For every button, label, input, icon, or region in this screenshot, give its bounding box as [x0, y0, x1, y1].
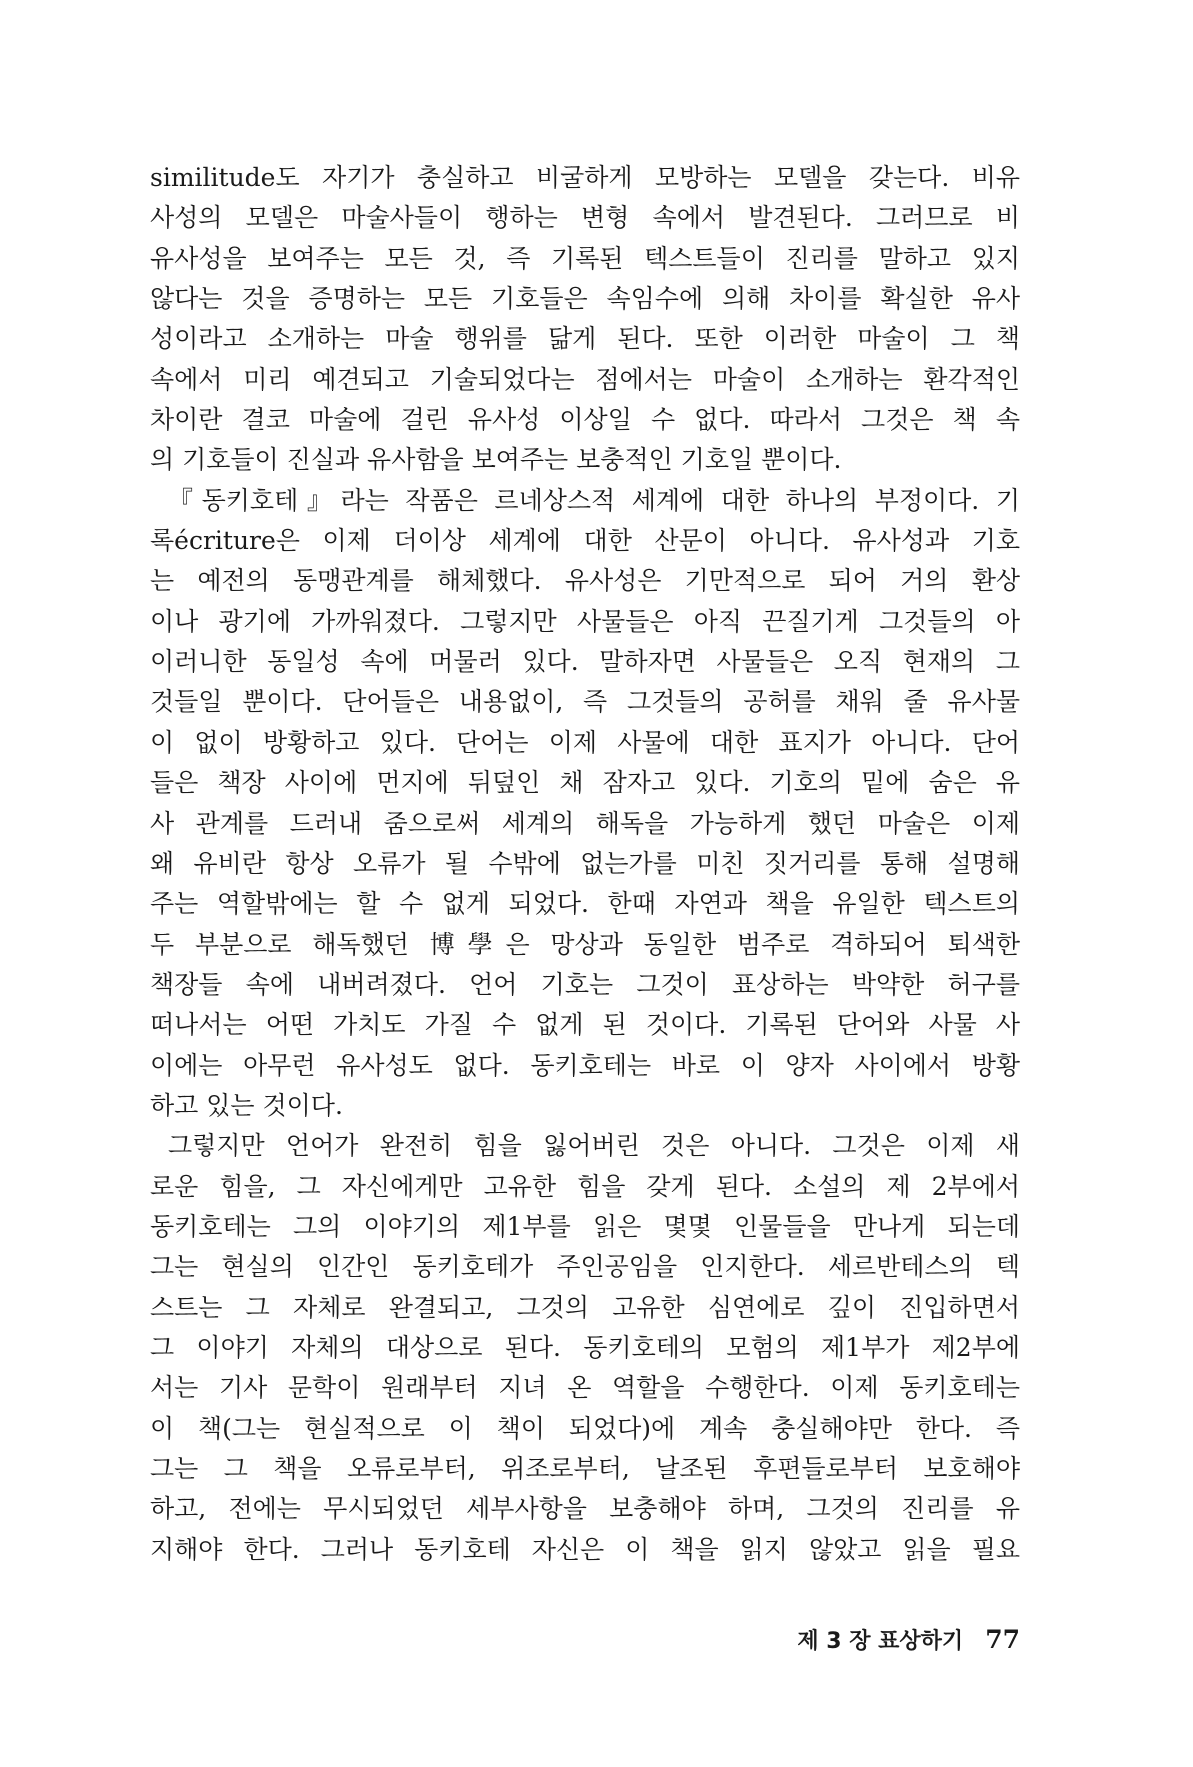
text-line: 록écriture은 이제 더이상 세계에 대한 산문이 아니다. 유사성과 기호 [150, 526, 1020, 556]
text-line: 않다는 것을 증명하는 모든 기호들은 속임수에 의해 차이를 확실한 유사 [150, 284, 1020, 314]
text-line: 로운 힘을, 그 자신에게만 고유한 힘을 갖게 된다. 소설의 제 2부에서 [150, 1171, 1020, 1201]
text-line: 지해야 한다. 그러나 동키호테 자신은 이 책을 읽지 않았고 읽을 필요 [150, 1534, 1020, 1564]
text-line: 떠나서는 어떤 가치도 가질 수 없게 된 것이다. 기록된 단어와 사물 사 [150, 1010, 1020, 1040]
text-line: 서는 기사 문학이 원래부터 지녀 온 역할을 수행한다. 이제 동키호테는 [150, 1373, 1020, 1403]
text-line: 주는 역할밖에는 할 수 없게 되었다. 한때 자연과 책을 유일한 텍스트의 [150, 889, 1020, 919]
text-line: 유사성을 보여주는 모든 것, 즉 기록된 텍스트들이 진리를 말하고 있지 [150, 243, 1020, 273]
text-line: 는 예전의 동맹관계를 해체했다. 유사성은 기만적으로 되어 거의 환상 [150, 566, 1020, 596]
text-line: 『동키호테』라는 작품은 르네상스적 세계에 대한 하나의 부정이다. 기 [168, 485, 1020, 515]
text-line: 이에는 아무런 유사성도 없다. 동키호테는 바로 이 양자 사이에서 방황 [150, 1050, 1020, 1080]
text-line: similitude도 자기가 충실하고 비굴하게 모방하는 모델을 갖는다. 비유 [150, 163, 1020, 192]
text-line: 성이라고 소개하는 마술 행위를 닮게 된다. 또한 이러한 마술이 그 책 [150, 324, 1020, 354]
text-line: 하고 있는 것이다. [150, 1090, 343, 1120]
text-line: 이 없이 방황하고 있다. 단어는 이제 사물에 대한 표지가 아니다. 단어 [150, 727, 1020, 757]
text-line: 그는 현실의 인간인 동키호테가 주인공임을 인지한다. 세르반테스의 텍 [150, 1252, 1020, 1282]
text-line: 사성의 모델은 마술사들이 행하는 변형 속에서 발견된다. 그러므로 비 [150, 203, 1020, 233]
text-line: 이나 광기에 가까워졌다. 그렇지만 사물들은 아직 끈질기게 그것들의 아 [150, 606, 1020, 636]
text-line: 왜 유비란 항상 오류가 될 수밖에 없는가를 미친 짓거리를 통해 설명해 [150, 848, 1020, 878]
text-line: 사 관계를 드러내 줌으로써 세계의 해독을 가능하게 했던 마술은 이제 [150, 808, 1020, 838]
text-line: 이러니한 동일성 속에 머물러 있다. 말하자면 사물들은 오직 현재의 그 [150, 647, 1020, 677]
text-line: 들은 책장 사이에 먼지에 뒤덮인 채 잠자고 있다. 기호의 밑에 숨은 유 [150, 768, 1020, 798]
text-line: 이 책(그는 현실적으로 이 책이 되었다)에 계속 충실해야만 한다. 즉 [150, 1413, 1020, 1443]
text-line: 차이란 결코 마술에 걸린 유사성 이상일 수 없다. 따라서 그것은 책 속 [150, 405, 1020, 435]
text-line: 동키호테는 그의 이야기의 제1부를 읽은 몇몇 인물들을 만나게 되는데 [150, 1211, 1020, 1241]
text-line: 것들일 뿐이다. 단어들은 내용없이, 즉 그것들의 공허를 채워 줄 유사물 [150, 687, 1020, 717]
text-line: 하고, 전에는 무시되었던 세부사항을 보충해야 하며, 그것의 진리를 유 [150, 1494, 1020, 1524]
text-line: 그는 그 책을 오류로부터, 위조로부터, 날조된 후편들로부터 보호해야 [150, 1454, 1020, 1483]
text-line: 책장들 속에 내버려졌다. 언어 기호는 그것이 표상하는 박약한 허구를 [150, 969, 1020, 999]
body-text [150, 158, 1020, 1570]
text-line: 두 부분으로 해독했던 博學은 망상과 동일한 범주로 격하되어 퇴색한 [150, 929, 1020, 959]
text-line: 그 이야기 자체의 대상으로 된다. 동키호테의 모험의 제1부가 제2부에 [150, 1332, 1020, 1362]
page-number: 77 [985, 1625, 1020, 1654]
text-line: 그렇지만 언어가 완전히 힘을 잃어버린 것은 아니다. 그것은 이제 새 [168, 1131, 1020, 1161]
text-line: 의 기호들이 진실과 유사함을 보여주는 보충적인 기호일 뿐이다. [150, 445, 842, 475]
chapter-title: 제 3 장 표상하기 [797, 1629, 964, 1654]
page-footer [760, 1624, 1020, 1664]
text-line: 스트는 그 자체로 완결되고, 그것의 고유한 심연에로 깊이 진입하면서 [150, 1292, 1020, 1322]
text-line: 속에서 미리 예견되고 기술되었다는 점에서는 마술이 소개하는 환각적인 [150, 364, 1020, 394]
